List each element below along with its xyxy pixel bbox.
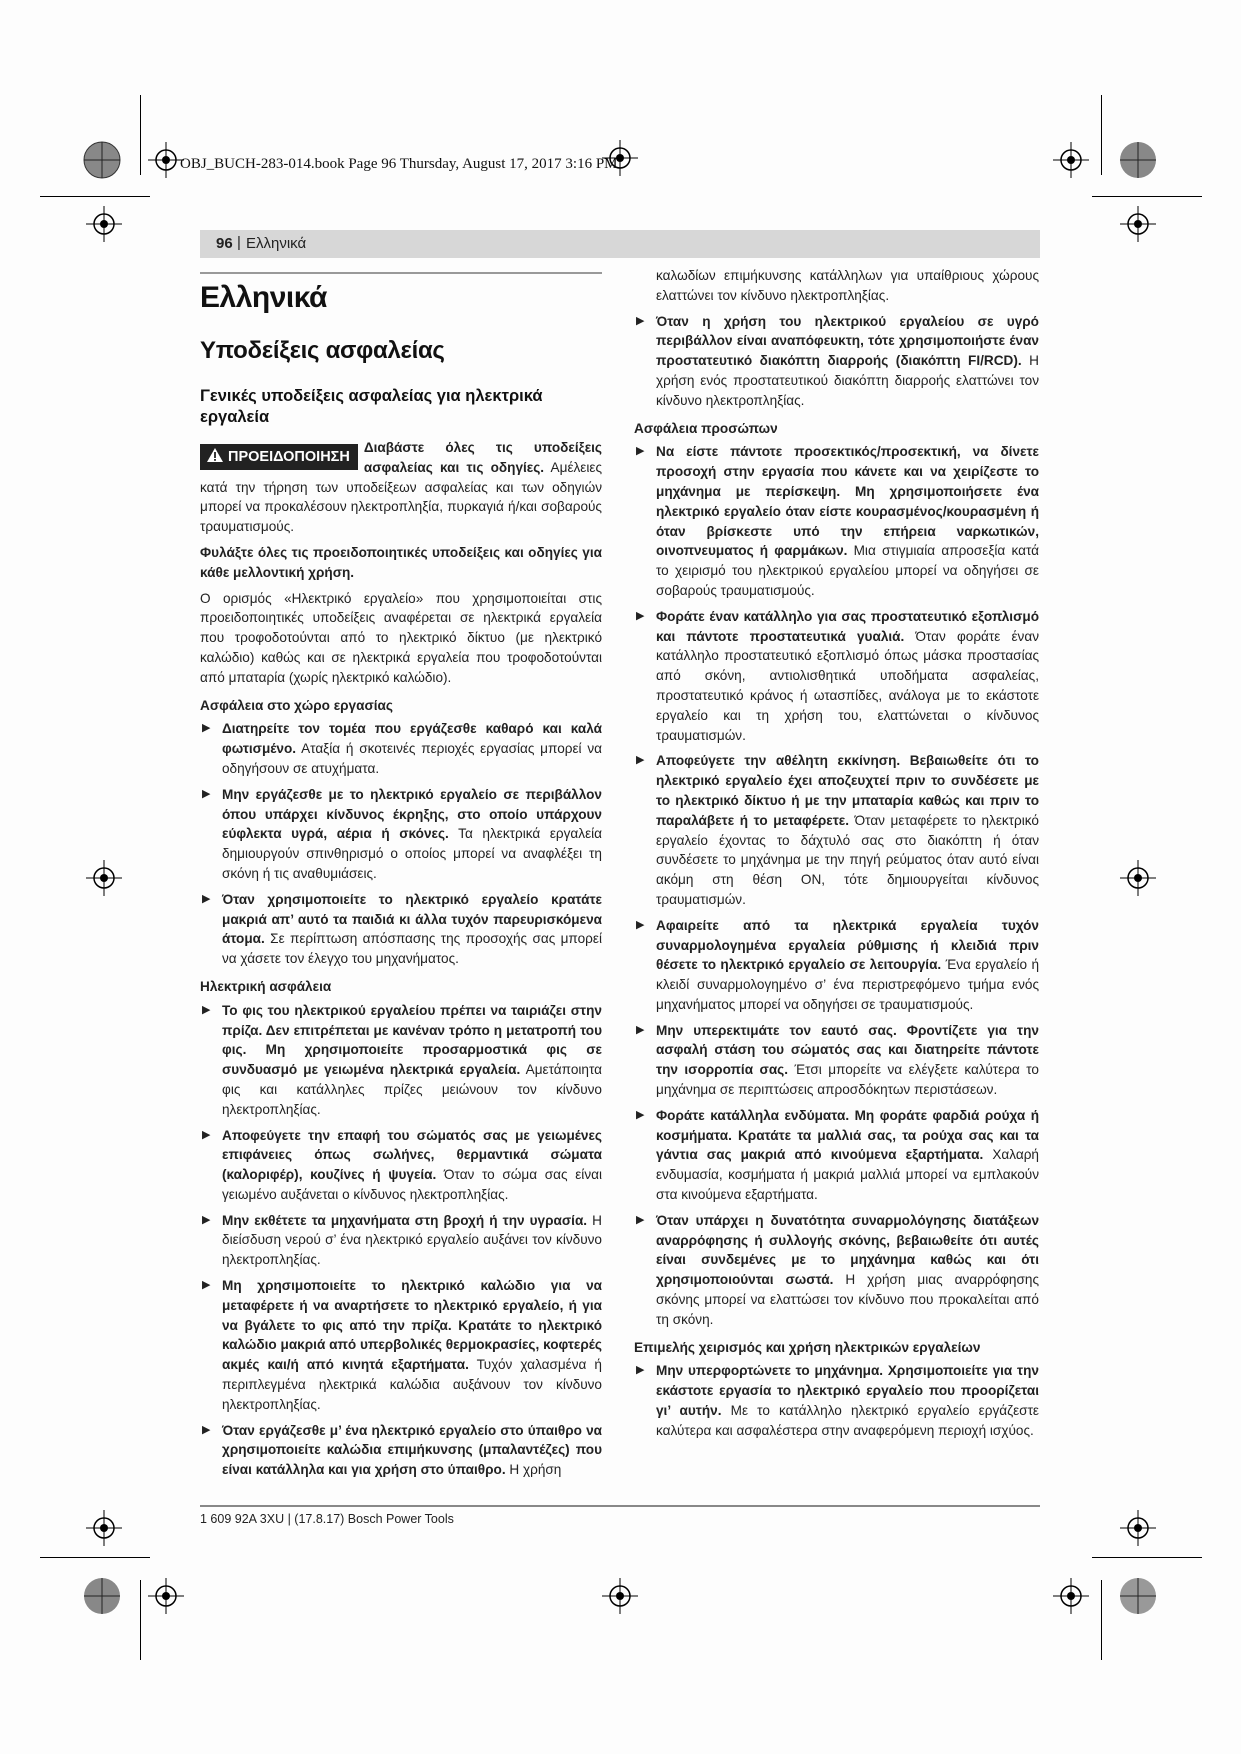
electrical-heading: Ηλεκτρική ασφάλεια [200, 978, 332, 994]
list-item: ▶ Φοράτε έναν κατάλληλο για σας προστατευτικό εξοπλισμό και πάντοτε προστατευτικά γυαλιά. Όταν φοράτε έναν κατάλληλο προστατευτικό εξοπλισμό όπως μάσκα προστασίας από σκόνη, αντιολισθητικά υποδήματα ασφαλείας, προστατευτικό κράνος ή ωτασπίδες, ανάλογα με το εκάστοτε εργαλείο και τη χρήση του, ελαττώνεται ο κίνδυνος τραυματισμών. [636, 608, 1040, 743]
list-item: ▶ Το φις του ηλεκτρικού εργαλείου πρέπει να ταιριάζει στην πρίζα. Δεν επιτρέπεται με κανέναν τρόπο η μετατροπή του φις. Μη χρησιμοποιείτε προσαρμοστικά φις σε συνδυασμό με γειωμένα ηλεκτρικά εργαλεία. Αμετάποιητα φις και κατάλληλες πρίζες μειώνουν τον κίνδυνο ηλεκτροπληξίας. [202, 1002, 602, 1117]
warning-label: ΠΡΟΕΙΔΟΠΟΙΗΣΗ [228, 449, 350, 465]
print-header: OBJ_BUCH-283-014.book Page 96 Thursday, August 17, 2017 3:16 PM [180, 156, 618, 172]
crosshair-mark-bottom-right [1053, 1578, 1089, 1619]
header-language: Ελληνικά [246, 235, 307, 252]
registration-mark-bottom-right [1118, 1576, 1158, 1621]
page-subtitle: Υποδείξεις ασφαλείας [200, 337, 445, 364]
crop-line [1101, 1580, 1102, 1660]
rcd-list [634, 312, 1039, 411]
bullet-icon: ▶ [636, 1364, 645, 1377]
bullet-icon: ▶ [202, 787, 211, 800]
left-column [200, 272, 602, 1486]
keep-instructions [200, 543, 602, 583]
electrical-list [200, 1001, 602, 1480]
registration-mark-top-left [82, 140, 122, 185]
page-number: 96 [216, 235, 233, 252]
crosshair-mark-top-left [148, 142, 184, 183]
crop-line [40, 1557, 150, 1558]
list-item: ▶ Μην εργάζεσθε με το ηλεκτρικό εργαλείο σε περιβάλλον όπου υπάρχει κίνδυνος έκρηξης, στο οποίο υπάρχουν εύφλεκτα υγρά, αέρια ή σκόνες. Τα ηλεκτρικά εργαλεία δημιουργούν σπινθηρισμό ο οποίος μπορεί να αναφλέξει τη σκόνη ή τις αναθυμιάσεις. [202, 786, 603, 881]
header-separator: | [237, 234, 241, 251]
bullet-icon: ▶ [636, 1023, 645, 1036]
warning-triangle-icon [206, 446, 224, 468]
list-item: ▶ Αφαιρείτε από τα ηλεκτρικά εργαλεία τυχόν συναρμολογημένα εργαλεία ρύθμισης ή κλειδιά πριν θέσετε το ηλεκτρικό εργαλείο σε λειτουργία. Ένα εργαλείο ή κλειδί συναρμολογημένο σ’ ένα περιστρεφόμενο τμήμα ενός μηχανήματος μπορεί να οδηγήσει σε τραυματισμούς. [636, 917, 1039, 1012]
warning-bold: Διαβάστε όλες τις υποδείξεις ασφαλείας και τις οδηγίες. [363, 440, 602, 475]
list-item: ▶ Φοράτε κατάλληλα ενδύματα. Μη φοράτε φαρδιά ρούχα ή κοσμήματα. Κρατάτε τα μαλλιά σας, τα ρούχα σας και τα γάντια σας μακριά από κινούμενα εξαρτήματα. Χαλαρή ενδυμασία, κοσμήματα ή μακριά μαλλιά μπορεί να εμπλακούν στα κινούμενα εξαρτήματα. [636, 1107, 1039, 1203]
list-item: ▶ Αποφεύγετε την αθέλητη εκκίνηση. Βεβαιωθείτε ότι το ηλεκτρικό εργαλείο έχει αποζευχτεί πριν το συνδέσετε με το ηλεκτρικό δίκτυο ή με την μπαταρία καθώς και πριν το παραλάβετε ή το μεταφέρετε. Όταν μεταφέρετε το ηλεκτρικό εργαλείο έχοντας το δάχτυλό σας στο διακόπτη ή όταν συνδέσετε το μηχάνημα με την πηγή ρεύματος όταν αυτό είναι ακόμη στη θέση ON, τότε δημιουργείται κίνδυνος τραυματισμών. [636, 753, 1039, 907]
warning-paragraph [200, 438, 602, 537]
tool-use-heading: Επιμελής χειρισμός και χρήση ηλεκτρικών εργαλείων [634, 1339, 981, 1355]
crosshair-mark-right-middle [1120, 860, 1156, 901]
warning-text: Αμέλειες κατά την τήρηση των υποδείξεων ασφαλείας και των οδηγιών μπορεί να προκαλέσουν ηλεκτροπληξία, πυρκαγιά ή/και σοβαρούς τραυματισμούς. [200, 459, 602, 535]
page-title: Ελληνικά [200, 281, 327, 314]
bullet-icon: ▶ [636, 754, 645, 767]
bullet-icon: ▶ [202, 1423, 211, 1436]
list-item: ▶ Όταν υπάρχει η δυνατότητα συναρμολόγησης διατάξεων αναρρόφησης ή συλλογής σκόνης, βεβαιωθείτε ότι αυτές είναι συνδεμένες με το μηχάνημα καθώς και ότι χρησιμοποιούνται σωστά. Η χρήση μιας αναρρόφησης σκόνης μπορεί να ελαττώσει τον κίνδυνο που προκαλείται από τη σκόνη. [636, 1212, 1039, 1327]
bullet-icon: ▶ [202, 722, 211, 735]
bullet-icon: ▶ [202, 1279, 211, 1292]
definition-text: Ο ορισμός «Ηλεκτρικό εργαλείο» που χρησιμοποιείται στις προειδοποιητικές υποδείξεις αναφέρεται σε ηλεκτρικά εργαλεία που τροφοδοτούνται από το ηλεκτρικό δίκτυο (με ηλεκτρικό καλώδιο) καθώς και σε ηλεκτρικά εργαλεία που τροφοδοτούνται από μπαταρία (χωρίς ηλεκτρικό καλώδιο). [200, 590, 602, 685]
crop-line [140, 95, 141, 175]
footer-rule [200, 1505, 1040, 1507]
crop-line [1101, 95, 1102, 175]
crosshair-mark-bottom-center [602, 1578, 638, 1619]
bullet-icon: ▶ [636, 314, 645, 327]
bullet-icon: ▶ [636, 1108, 645, 1121]
crosshair-mark-left-lower [86, 1510, 122, 1551]
bullet-icon: ▶ [636, 1213, 645, 1226]
warning-badge [200, 444, 358, 470]
keep-instructions-text: Φυλάξτε όλες τις προειδοποιητικές υποδείξεις και οδηγίες για κάθε μελλοντική χρήση. [200, 544, 602, 580]
crosshair-mark-left-middle [86, 860, 122, 901]
page-header-bar [200, 230, 1040, 258]
crop-line [140, 1580, 141, 1660]
list-item: ▶ Όταν χρησιμοποιείτε το ηλεκτρικό εργαλείο κρατάτε μακριά απ’ αυτό τα παιδιά κι άλλα τυχόν παρευρισκόμενα άτομα. Σε περίπτωση απόσπασης της προσοχής σας μπορεί να χάσετε τον έλεγχο του μηχανήματος. [202, 891, 602, 967]
work-area-list [200, 719, 602, 969]
bullet-icon: ▶ [202, 1003, 211, 1016]
crosshair-mark-left-upper [86, 206, 122, 247]
right-column [634, 266, 1039, 1447]
crosshair-mark-bottom-left [148, 1578, 184, 1619]
registration-mark-bottom-left [82, 1576, 122, 1621]
list-item: ▶ Όταν η χρήση του ηλεκτρικού εργαλείου σε υγρό περιβάλλον είναι αναπόφευκτη, τότε χρησιμοποιήστε έναν προστατευτικό διακόπτη διαρροής (διακόπτη FI/RCD). Η χρήση ενός προστατευτικού διακόπτη διαρροής ελαττώνει τον κίνδυνο ηλεκτροπληξίας. [636, 313, 1039, 408]
crosshair-mark-right-upper [1120, 206, 1156, 247]
page-footer: 1 609 92A 3XU | (17.8.17) Bosch Power Tools [200, 1512, 454, 1526]
crosshair-mark-right-lower [1120, 1510, 1156, 1551]
continuation-text: καλωδίων επιμήκυνσης κατάλληλων για υπαίθριους χώρους ελαττώνει τον κίνδυνο ηλεκτροπληξίας. [656, 268, 1039, 303]
bullet-icon: ▶ [202, 1213, 211, 1226]
registration-mark-top-right [1118, 140, 1158, 185]
bullet-icon: ▶ [636, 609, 645, 622]
crop-line [1092, 1557, 1202, 1558]
crop-line [1092, 196, 1202, 197]
list-item: ▶ Μην εκθέτετε τα μηχανήματα στη βροχή ή την υγρασία. Η διείσδυση νερού σ’ ένα ηλεκτρικό εργαλείο αυξάνει τον κίνδυνο ηλεκτροπληξίας. [202, 1212, 602, 1268]
list-item: ▶ Διατηρείτε τον τομέα που εργάζεσθε καθαρό και καλά φωτισμένο. Αταξία ή σκοτεινές περιοχές εργασίας μπορεί να οδηγήσουν σε ατυχήματα. [202, 721, 602, 776]
bullet-icon: ▶ [636, 445, 645, 458]
bullet-icon: ▶ [202, 1128, 211, 1141]
personal-heading: Ασφάλεια προσώπων [634, 420, 778, 436]
tool-use-list [634, 1361, 1039, 1440]
list-item: ▶ Μη χρησιμοποιείτε το ηλεκτρικό καλώδιο για να μεταφέρετε ή να αναρτήσετε το ηλεκτρικό εργαλείο, ή για να βγάλετε το φις από την πρίζα. Κρατάτε το ηλεκτρικό καλώδιο μακριά από υπερβολικές θερμοκρασίες, κοφτερές ακμές και/ή από κινητά εξαρτήματα. Τυχόν χαλασμένα ή περιπλεγμένα ηλεκτρικά καλώδια αυξάνουν τον κίνδυνο ηλεκτροπληξίας. [202, 1278, 602, 1412]
title-rule [200, 272, 602, 274]
section-heading: Γενικές υποδείξεις ασφαλείας για ηλεκτρικά εργαλεία [200, 387, 543, 426]
list-item: ▶ Όταν εργάζεσθε μ’ ένα ηλεκτρικό εργαλείο στο ύπαιθρο να χρησιμοποιείτε καλώδια επιμήκυνσης (μπαλαντέζες) που είναι κατάλληλα και για χρήση στο ύπαιθρο. Η χρήση [202, 1422, 602, 1478]
personal-list [634, 442, 1039, 1329]
list-item: ▶ Να είστε πάντοτε προσεκτικός/προσεκτική, να δίνετε προσοχή στην εργασία που κάνετε και να χειρίζεστε το μηχάνημα με περίσκεψη. Μη χρησιμοποιήσετε ένα ηλεκτρικό εργαλείο όταν είστε κουρασμένος/κουρασμένη ή όταν βρίσκεστε υπό την επήρεια ναρκωτικών, οινοπνευματος ή φαρμάκων. Μια στιγμιαία απροσεξία κατά το χειρισμό του ηλεκτρικού εργαλείου μπορεί να οδηγήσει σε σοβαρούς τραυματισμούς. [636, 444, 1039, 598]
bullet-icon: ▶ [636, 918, 645, 931]
list-item: ▶ Αποφεύγετε την επαφή του σώματός σας με γειωμένες επιφάνειες όπως σωλήνες, θερμαντικά σώματα (καλοριφέρ), κουζίνες ή ψυγεία. Όταν το σώμα σας είναι γειωμένο αυξάνεται ο κίνδυνος ηλεκτροπληξίας. [202, 1127, 602, 1202]
crop-line [40, 196, 150, 197]
list-item: ▶ Μην υπερεκτιμάτε τον εαυτό σας. Φροντίζετε για την ασφαλή στάση του σώματός σας και διατηρείτε πάντοτε την ισορροπία σας. Έτσι μπορείτε να ελέγξετε καλύτερα το μηχάνημα σε περιπτώσεις απροσδόκητων περιστάσεων. [636, 1022, 1039, 1098]
crosshair-mark-top-right [1053, 142, 1089, 183]
bullet-icon: ▶ [202, 892, 211, 905]
work-area-heading: Ασφάλεια στο χώρο εργασίας [200, 697, 393, 713]
list-item: ▶ Μην υπερφορτώνετε το μηχάνημα. Χρησιμοποιείτε για την εκάστοτε εργασία το ηλεκτρικό εργαλείο που προορίζεται γι’ αυτήν. Με το κατάλληλο ηλεκτρικό εργαλείο εργάζεστε καλύτερα και ασφαλέστερα στην αναφερόμενη περιοχή ισχύος. [636, 1363, 1039, 1438]
